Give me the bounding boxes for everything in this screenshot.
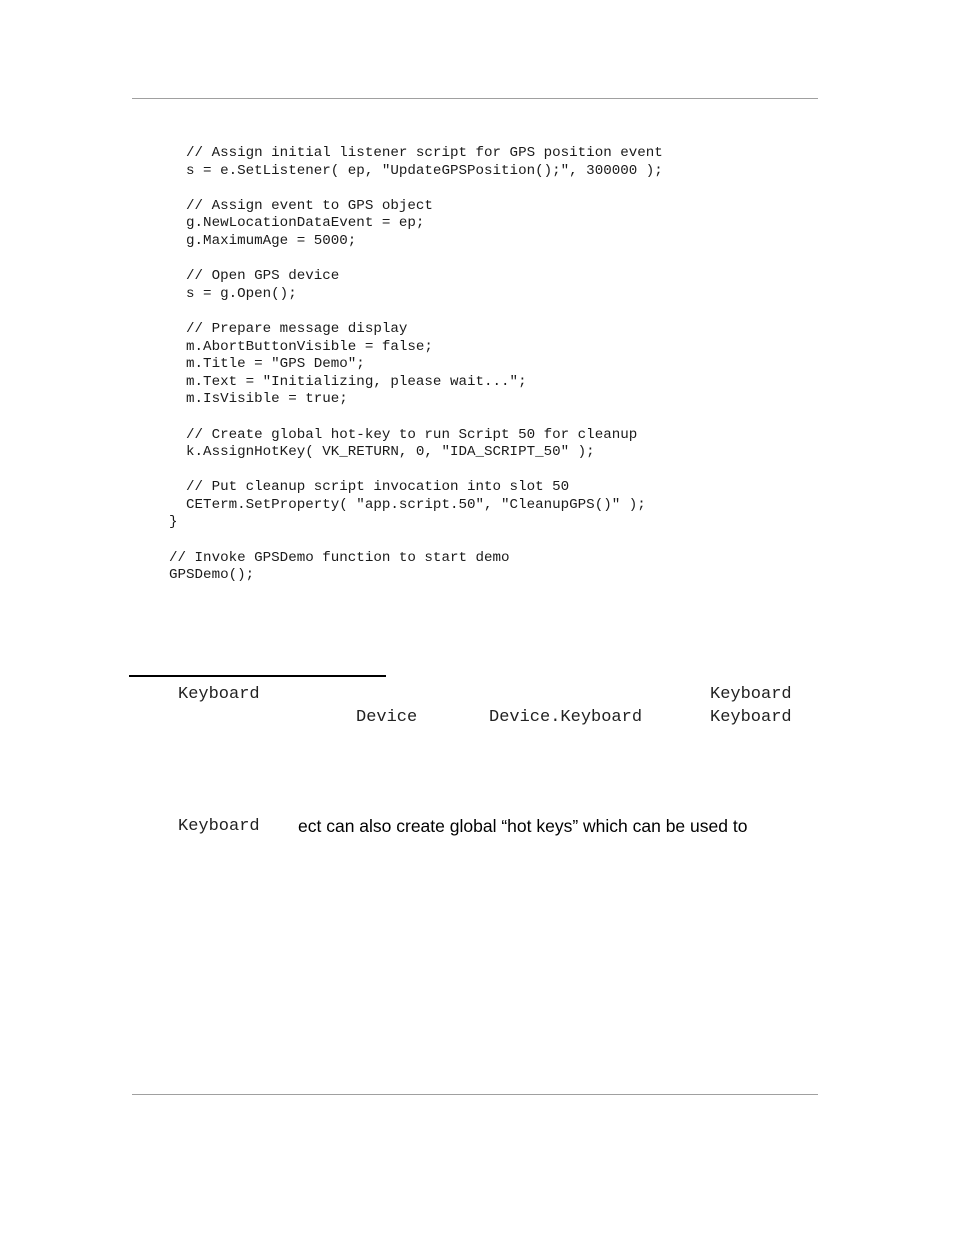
paragraph-text: ect can also create global “hot keys” which can be used to <box>298 816 748 836</box>
code-line: g.NewLocationDataEvent = ep; <box>169 215 425 232</box>
keyword-device-keyboard: Device.Keyboard <box>489 708 643 727</box>
code-line: // Invoke GPSDemo function to start demo <box>169 549 510 566</box>
header-rule <box>132 98 818 99</box>
code-line: // Assign event to GPS object <box>169 197 433 214</box>
keyword-keyboard: Keyboard <box>710 708 792 727</box>
footer-rule <box>132 1094 818 1095</box>
keyword-keyboard: Keyboard <box>178 817 260 836</box>
code-line <box>169 303 663 321</box>
keyword-device: Device <box>356 708 418 727</box>
code-line <box>169 251 663 269</box>
code-line: s = e.SetListener( ep, "UpdateGPSPosition();", 300000 ); <box>169 162 663 179</box>
code-listing <box>169 145 663 585</box>
code-line: CETerm.SetProperty( "app.script.50", "CleanupGPS()" ); <box>169 496 646 513</box>
code-line: m.Title = "GPS Demo"; <box>169 356 365 373</box>
section-heading-rule <box>129 675 386 677</box>
keyword-keyboard: Keyboard <box>178 685 260 704</box>
code-line: m.AbortButtonVisible = false; <box>169 338 433 355</box>
code-line: // Open GPS device <box>169 268 340 285</box>
code-line: GPSDemo(); <box>169 567 255 584</box>
code-line: g.MaximumAge = 5000; <box>169 232 357 249</box>
code-line <box>169 409 663 427</box>
code-line: // Put cleanup script invocation into slot 50 <box>169 479 570 496</box>
keyword-keyboard: Keyboard <box>710 685 792 704</box>
code-line: m.IsVisible = true; <box>169 391 348 408</box>
code-line: s = g.Open(); <box>169 285 297 302</box>
code-line <box>169 462 663 480</box>
code-line <box>169 532 663 550</box>
code-line: m.Text = "Initializing, please wait..."; <box>169 373 527 390</box>
code-line: // Create global hot-key to run Script 50 for cleanup <box>169 426 638 443</box>
code-line: // Prepare message display <box>169 320 408 337</box>
code-line: // Assign initial listener script for GPS position event <box>169 145 663 161</box>
code-line: k.AssignHotKey( VK_RETURN, 0, "IDA_SCRIPT_50" ); <box>169 444 595 461</box>
code-line: } <box>169 514 178 531</box>
code-line <box>169 180 663 198</box>
